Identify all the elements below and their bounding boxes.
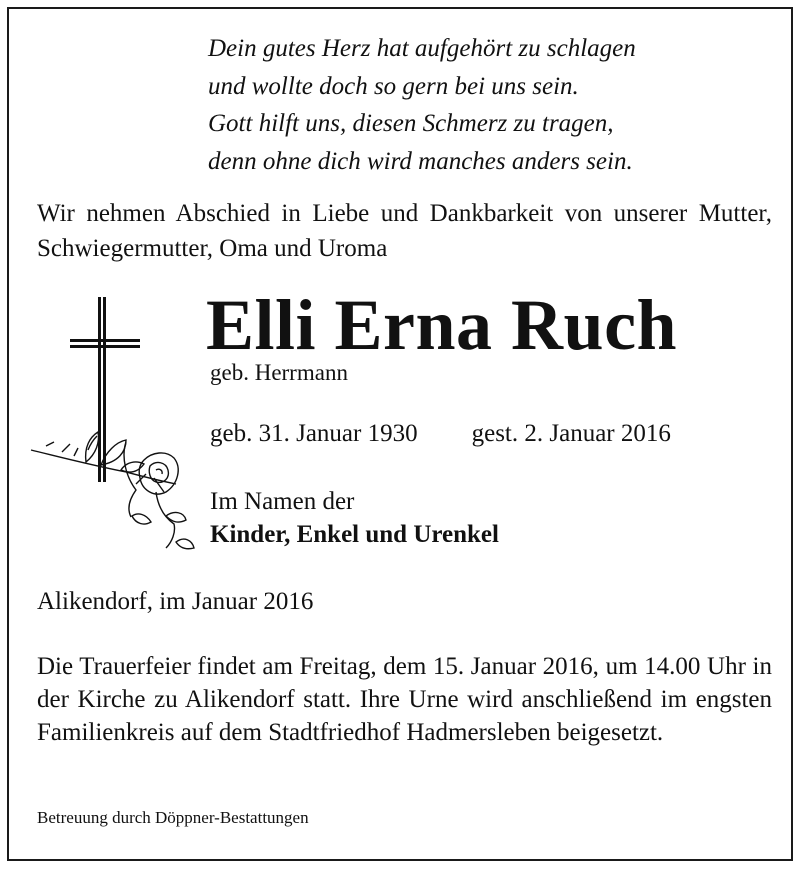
death-date: gest. 2. Januar 2016 (471, 420, 671, 447)
deceased-name: Elli Erna Ruch (206, 285, 678, 365)
birth-date: geb. 31. Januar 1930 (210, 420, 418, 447)
place-date: Alikendorf, im Januar 2016 (37, 588, 314, 615)
poem-line: Gott hilft uns, diesen Schmerz zu tragen, (208, 110, 614, 137)
rose-icon (31, 432, 194, 549)
undertaker-credit: Betreuung durch Döppner-Bestattungen (37, 808, 309, 827)
poem-line: Dein gutes Herz hat aufgehört zu schlagen (208, 35, 636, 62)
cross-with-rose-icon (26, 292, 201, 567)
poem-line: denn ohne dich wird manches anders sein. (208, 147, 633, 175)
maiden-name: geb. Herrmann (210, 360, 348, 385)
mourners-family: Kinder, Enkel und Urenkel (210, 521, 499, 548)
poem (208, 30, 636, 180)
farewell-intro: Wir nehmen Abschied in Liebe und Dankbarkeit von unserer Mutter, Schwiegermutter, Oma und Uroma (37, 200, 772, 262)
poem-line: und wollte doch so gern bei uns sein. (208, 72, 579, 100)
funeral-details: Die Trauerfeier findet am Freitag, dem 15. Januar 2016, um 14.00 Uhr in der Kirche zu Alikendorf statt. Ihre Urne wird anschließend im engsten Familienkreis auf dem Stadtfriedhof Hadmersleben beigesetzt. (37, 653, 772, 746)
mourners (210, 485, 499, 551)
mourners-intro: Im Namen der (210, 488, 355, 515)
cross-icon (70, 297, 140, 482)
life-dates (210, 420, 671, 448)
